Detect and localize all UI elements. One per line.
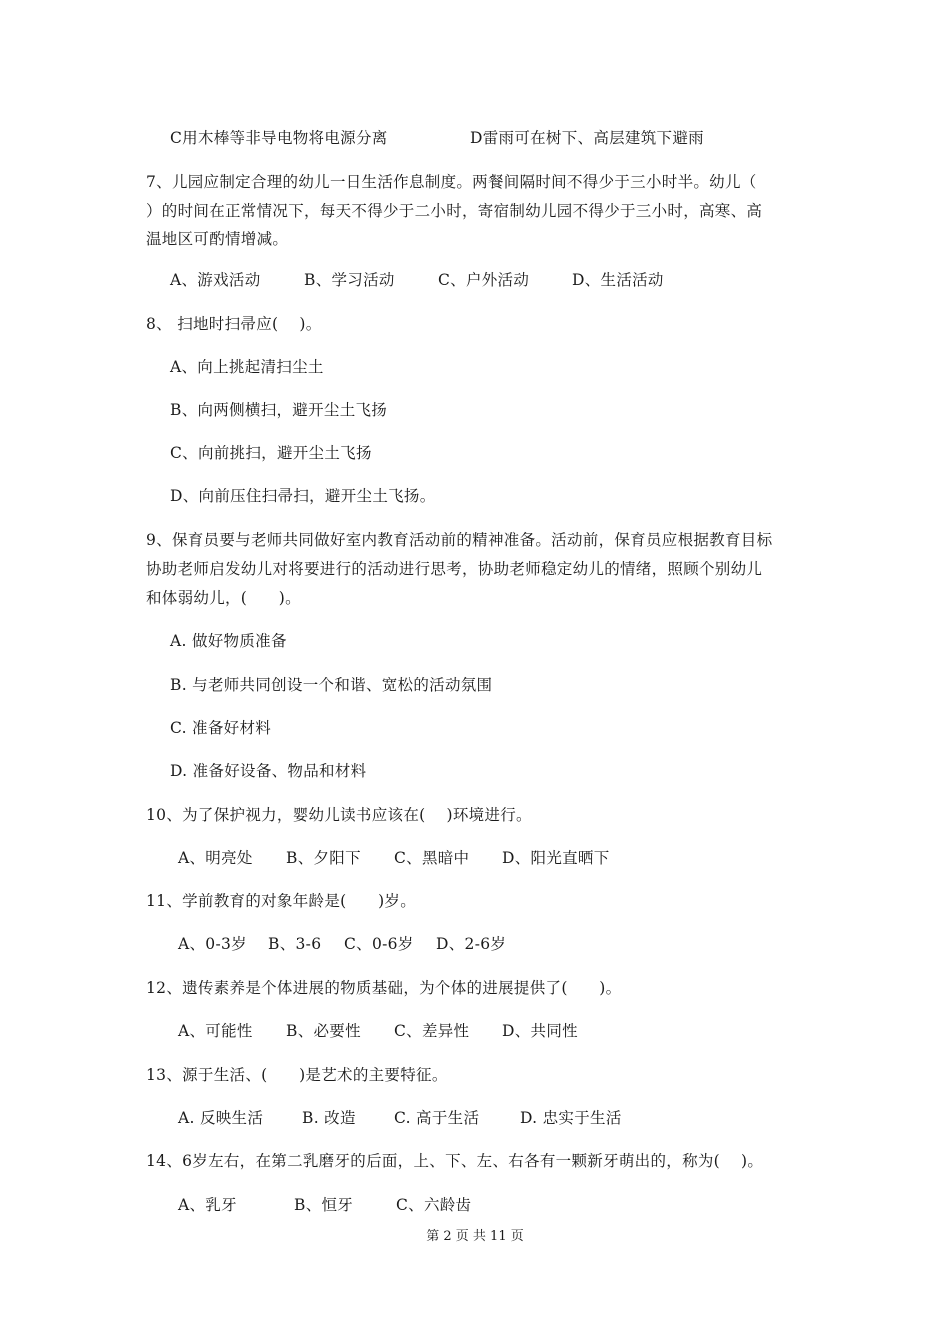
option-d: D、2-6岁 — [436, 935, 507, 953]
question-12: 12、遗传素养是个体进展的物质基础，为个体的进展提供了( )。 — [146, 979, 622, 997]
question-9-option-b: B. 与老师共同创设一个和谐、宽松的活动氛围 — [170, 676, 493, 694]
question-7-line-3: 温地区可酌情增减。 — [146, 230, 289, 248]
question-14-options — [178, 1195, 471, 1215]
question-11-options — [178, 934, 506, 954]
option-d: D雷雨可在树下、高层建筑下避雨 — [470, 129, 704, 147]
option-b: B. 改造 — [302, 1109, 356, 1127]
option-a: A、乳牙 — [178, 1196, 237, 1214]
option-c: C、黑暗中 — [394, 849, 470, 867]
option-d: D、共同性 — [502, 1022, 578, 1040]
question-8-option-c: C、向前挑扫，避开尘土飞扬 — [170, 444, 372, 462]
question-10-options — [178, 848, 610, 868]
question-9-option-a: A. 做好物质准备 — [170, 632, 287, 650]
option-d: D. 忠实于生活 — [520, 1109, 622, 1127]
question-8: 8、 扫地时扫帚应( )。 — [146, 315, 322, 333]
question-9-line-1: 9、保育员要与老师共同做好室内教育活动前的精神准备。活动前，保育员应根据教育目标 — [146, 531, 773, 549]
question-8-option-b: B、向两侧横扫，避开尘土飞扬 — [170, 401, 388, 419]
question-13-options — [178, 1108, 622, 1128]
question-9-line-3: 和体弱幼儿，( )。 — [146, 589, 301, 607]
page-footer: 第 2 页 共 11 页 — [426, 1229, 524, 1244]
option-b: B、恒牙 — [294, 1196, 354, 1214]
option-c: C用木棒等非导电物将电源分离 — [170, 129, 388, 147]
option-c: C、户外活动 — [438, 271, 530, 289]
option-b: B、夕阳下 — [286, 849, 361, 867]
question-9-line-2: 协助老师启发幼儿对将要进行的活动进行思考，协助老师稳定幼儿的情绪，照顾个别幼儿 — [146, 560, 763, 578]
question-7-options — [170, 270, 664, 290]
prev-options-row — [170, 128, 704, 148]
question-7-line-2: ）的时间在正常情况下，每天不得少于二小时，寄宿制幼儿园不得少于三小时，高寒、高 — [146, 202, 763, 220]
question-9-option-d: D. 准备好设备、物品和材料 — [170, 762, 367, 780]
option-a: A、可能性 — [178, 1022, 253, 1040]
option-c: C. 高于生活 — [394, 1109, 480, 1127]
option-a: A、0-3岁 — [178, 935, 247, 953]
option-b: B、必要性 — [286, 1022, 361, 1040]
option-d: D、阳光直晒下 — [502, 849, 610, 867]
option-a: A、明亮处 — [178, 849, 253, 867]
question-10: 10、为了保护视力，婴幼儿读书应该在( )环境进行。 — [146, 806, 532, 824]
option-b: B、学习活动 — [304, 271, 395, 289]
question-14: 14、6岁左右，在第二乳磨牙的后面，上、下、左、右各有一颗新牙萌出的，称为( )。 — [146, 1152, 764, 1170]
option-c: C、0-6岁 — [344, 935, 414, 953]
option-c: C、差异性 — [394, 1022, 470, 1040]
question-9-option-c: C. 准备好材料 — [170, 719, 272, 737]
option-a: A、游戏活动 — [170, 271, 261, 289]
question-11: 11、学前教育的对象年龄是( )岁。 — [146, 892, 417, 910]
option-c: C、六龄齿 — [396, 1196, 472, 1214]
option-d: D、生活活动 — [572, 271, 664, 289]
question-8-option-a: A、向上挑起清扫尘土 — [170, 358, 324, 376]
question-12-options — [178, 1021, 578, 1041]
option-a: A. 反映生活 — [178, 1109, 264, 1127]
question-8-option-d: D、向前压住扫帚扫，避开尘土飞扬。 — [170, 487, 436, 505]
question-7-line-1: 7、儿园应制定合理的幼儿一日生活作息制度。两餐间隔时间不得少于三小时半。幼儿（ — [146, 173, 757, 191]
question-13: 13、源于生活、( )是艺术的主要特征。 — [146, 1066, 448, 1084]
option-b: B、3-6 — [268, 935, 322, 953]
